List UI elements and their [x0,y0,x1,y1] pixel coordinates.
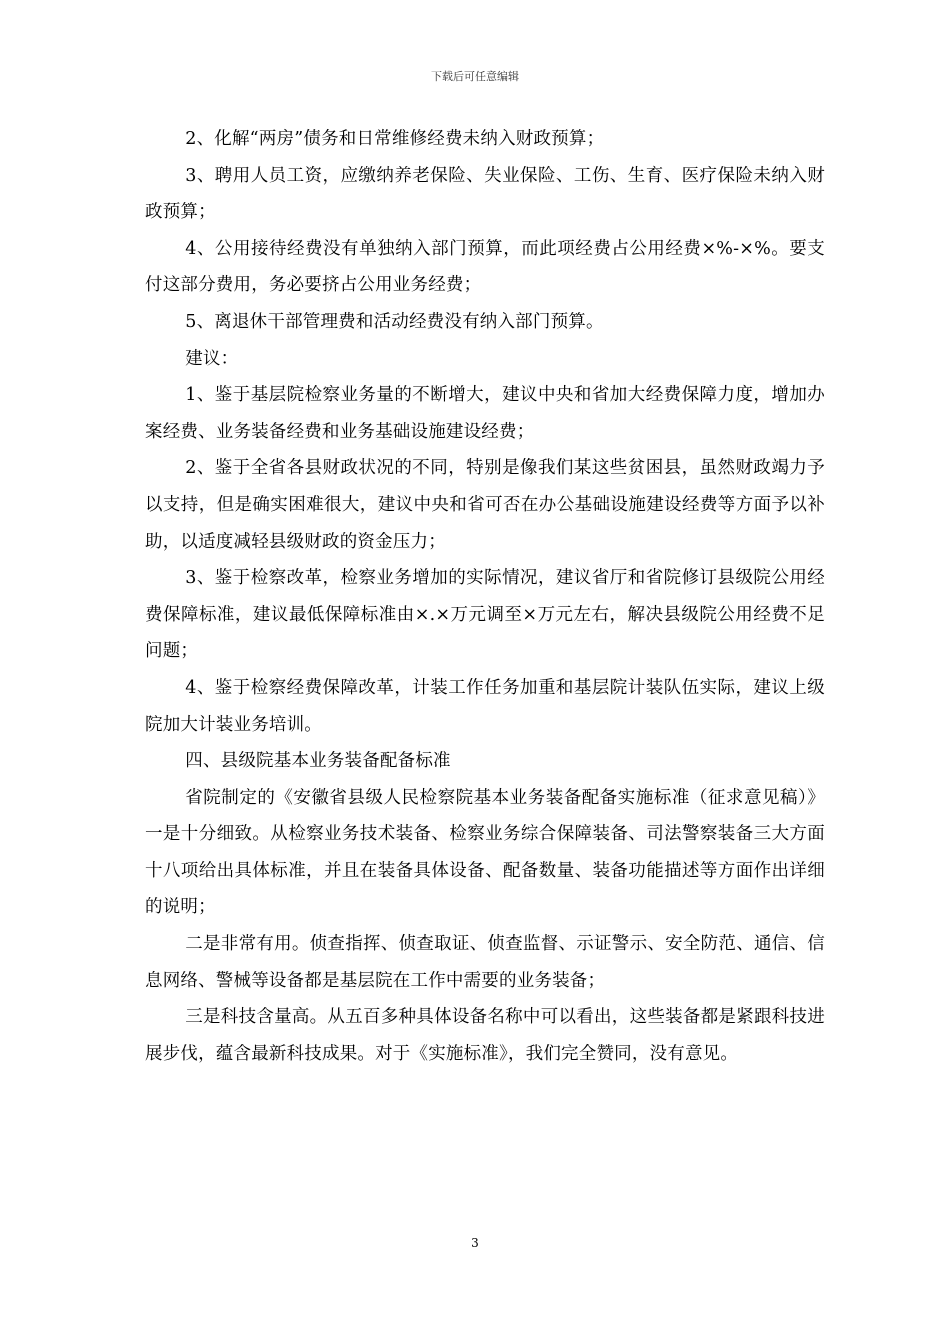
paragraph: 2、鉴于全省各县财政状况的不同，特别是像我们某这些贫困县，虽然财政竭力予以支持，但是确实困难很大，建议中央和省可否在办公基础设施建设经费等方面予以补助，以适度减轻县级财政的资金压力； [145,458,825,552]
document-body [145,121,825,1072]
paragraph: 1、鉴于基层院检察业务量的不断增大，建议中央和省加大经费保障力度，增加办案经费、业务装备经费和业务基础设施建设经费； [145,385,825,442]
paragraph: 三是科技含量高。从五百多种具体设备名称中可以看出，这些装备都是紧跟科技进展步伐，蕴含最新科技成果。对于《实施标准》，我们完全赞同，没有意见。 [145,1007,825,1064]
paragraph: 4、鉴于检察经费保障改革，计装工作任务加重和基层院计装队伍实际，建议上级院加大计装业务培训。 [145,677,825,735]
paragraph: 3、鉴于检察改革，检察业务增加的实际情况，建议省厅和省院修订县级院公用经费保障标准，建议最低保障标准由×.×万元调至×万元左右，解决县级院公用经费不足问题； [145,568,825,662]
paragraph: 二是非常有用。侦查指挥、侦查取证、侦查监督、示证警示、安全防范、通信、信息网络、警械等设备都是基层院在工作中需要的业务装备； [145,934,825,991]
paragraph: 3、聘用人员工资，应缴纳养老保险、失业保险、工伤、生育、医疗保险未纳入财政预算； [145,165,825,223]
paragraph: 5、离退休干部管理费和活动经费没有纳入部门预算。 [185,311,604,332]
paragraph: 2、化解“两房”债务和日常维修经费未纳入财政预算； [185,129,605,149]
paragraph-heading: 建议： [185,348,239,369]
paragraph: 4、公用接待经费没有单独纳入部门预算，而此项经费占公用经费×%-×%。要支付这部分费用，务必要挤占公用业务经费； [145,238,825,296]
section-heading: 四、县级院基本业务装备配备标准 [185,751,451,772]
page-header: 下载后可任意编辑 [431,70,519,83]
page-number: 3 [471,1236,479,1250]
paragraph: 省院制定的《安徽省县级人民检察院基本业务装备配备实施标准（征求意见稿）》一是十分细致。从检察业务技术装备、检察业务综合保障装备、司法警察装备三大方面十八项给出具体标准，并且在装备具体设备、配备数量、装备功能描述等方面作出详细的说明； [145,787,825,918]
